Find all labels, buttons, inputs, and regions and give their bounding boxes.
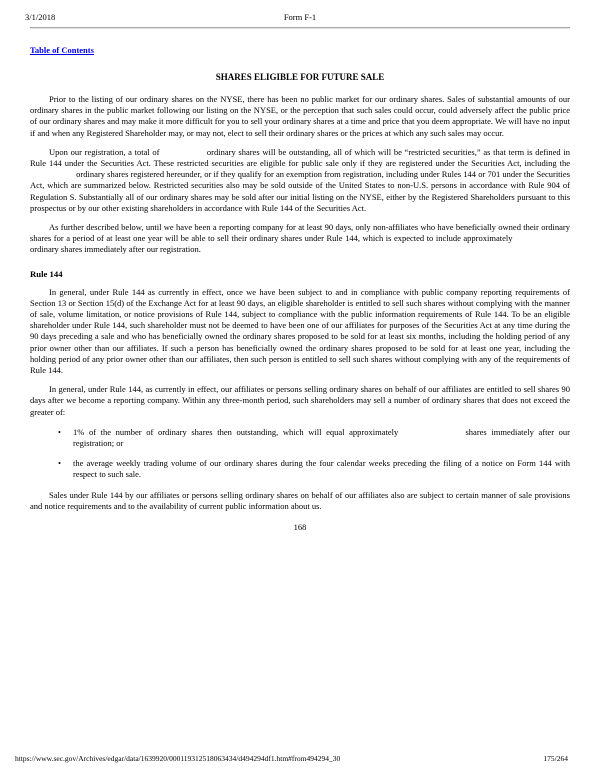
blank-share-count <box>403 434 461 435</box>
paragraph-affiliates-sell: In general, under Rule 144, as currently in effect, our affiliates or persons selling ordinary shares on behalf of our affiliates are entitled to sell shares 90 days after we become a reporting company. Within any three-month period, such shareholders may sell a number of ordinary shares that does not exceed the greater of: <box>30 384 570 417</box>
header-rule-divider <box>30 27 570 29</box>
bullet-icon: • <box>58 426 61 437</box>
paragraph-text: Upon our registration, a total of <box>49 146 163 157</box>
paragraph-sales-under-rule144: Sales under Rule 144 by our affiliates or persons selling ordinary shares on behalf of our affiliates also are subject to certain manner of sale provisions and notice requirements and to the availability of current public information about us. <box>30 489 570 511</box>
list-item <box>30 458 570 480</box>
paragraph-text: ordinary shares immediately after our registration. <box>30 244 201 255</box>
document-body <box>30 40 570 532</box>
blank-share-count <box>162 154 204 155</box>
paragraph-text: ordinary shares registered hereunder, or if they qualify for an exemption from registration, including under Rules 144 or 701 under the Securities Act, which are summarized below. Restricted securities also may be sold outside of the United States to non-U.S. persons in accordance with Rule 904 of Regulation S. Substantially all of our ordinary shares may be sold after our initial listing on the NYSE, either by the Registered Shareholders pursuant to this prospectus or by our other existing shareholders in accordance with Rule 144 of the Securities Act. <box>30 169 570 213</box>
print-footer <box>15 754 568 763</box>
print-doc-title: Form F-1 <box>283 12 317 22</box>
bullet-text-one-percent <box>73 427 570 449</box>
paragraph-further-described <box>30 222 570 256</box>
paragraph-text: As further described below, until we have been a reporting company for at least 90 days, only non-affiliates who have beneficially owned their ordinary shares for a period of at least one year will be able to sell their ordinary shares under Rule 144, which is expected to include approximately <box>30 222 570 244</box>
paragraph-upon-registration <box>30 147 570 214</box>
paragraph-text: 1% of the number of ordinary shares then outstanding, which will equal approximately <box>73 426 403 437</box>
paragraph-text: shares immediately after our registration; or <box>73 426 570 449</box>
bullet-icon: • <box>58 458 61 469</box>
print-page-indicator: 175/264 <box>543 754 568 763</box>
page-number: 168 <box>293 522 307 533</box>
blank-share-count <box>30 176 74 177</box>
paragraph-prior-to-listing: Prior to the listing of our ordinary shares on the NYSE, there has been no public market for our ordinary shares. Sales of substantial amounts of our ordinary shares in the public market following our listing on the NYSE, or the perception that such sales could occur, could adversely affect the public price of our ordinary shares and may make it more difficult for you to sell your ordinary shares at a time and price that you deem appropriate. We will have no input if and when any Registered Shareholder may, or may not, elect to sell their ordinary shares or the prices at which any such sales may occur. <box>30 94 570 138</box>
rule-144-heading: Rule 144 <box>30 268 63 279</box>
table-of-contents-link[interactable]: Table of Contents <box>30 45 94 55</box>
paragraph-rule144-general: In general, under Rule 144 as currently in effect, once we have been subject to and in compliance with public company reporting requirements of Section 13 or Section 15(d) of the Exchange Act for at least 90 days, an eligible shareholder is entitled to sell such shares without complying with the manner of sale, volume limitation, or notice provisions of Rule 144, subject to compliance with the public information requirements of Rule 144. To be an eligible shareholder under Rule 144, such shareholder must not be deemed to have been one of our affiliates for purposes of the Securities Act at any time during the 90 days preceding a sale and who has beneficially owned the ordinary shares proposed to be sold for at least six months, including the holding period of any prior owner other than our affiliates. If such a person has beneficially owned the ordinary shares proposed to be sold for at least one year, including the holding period of any prior owner other than our affiliates, then such person is entitled to sell such shares without complying with any of the requirements of Rule 144. <box>30 286 570 376</box>
list-item <box>30 427 570 449</box>
print-header <box>25 12 575 24</box>
blank-share-count <box>515 240 570 241</box>
print-url: https://www.sec.gov/Archives/edgar/data/1639920/000119312518063434/d494294df1.htm#from494294_30 <box>15 754 341 763</box>
section-title: SHARES ELIGIBLE FOR FUTURE SALE <box>215 72 385 82</box>
bullet-list <box>30 427 570 481</box>
bullet-text-trading-volume: the average weekly trading volume of our ordinary shares during the four calendar weeks preceding the filing of a notice on Form 144 with respect to such sale. <box>73 458 570 480</box>
paragraph-text: ordinary shares will be outstanding, all of which will be “restricted securities,” as that term is defined in Rule 144 under the Securities Act. These restricted securities are eligible for public sale only if they are registered under the Securities Act, including the <box>30 146 570 169</box>
print-date: 3/1/2018 <box>25 12 56 22</box>
